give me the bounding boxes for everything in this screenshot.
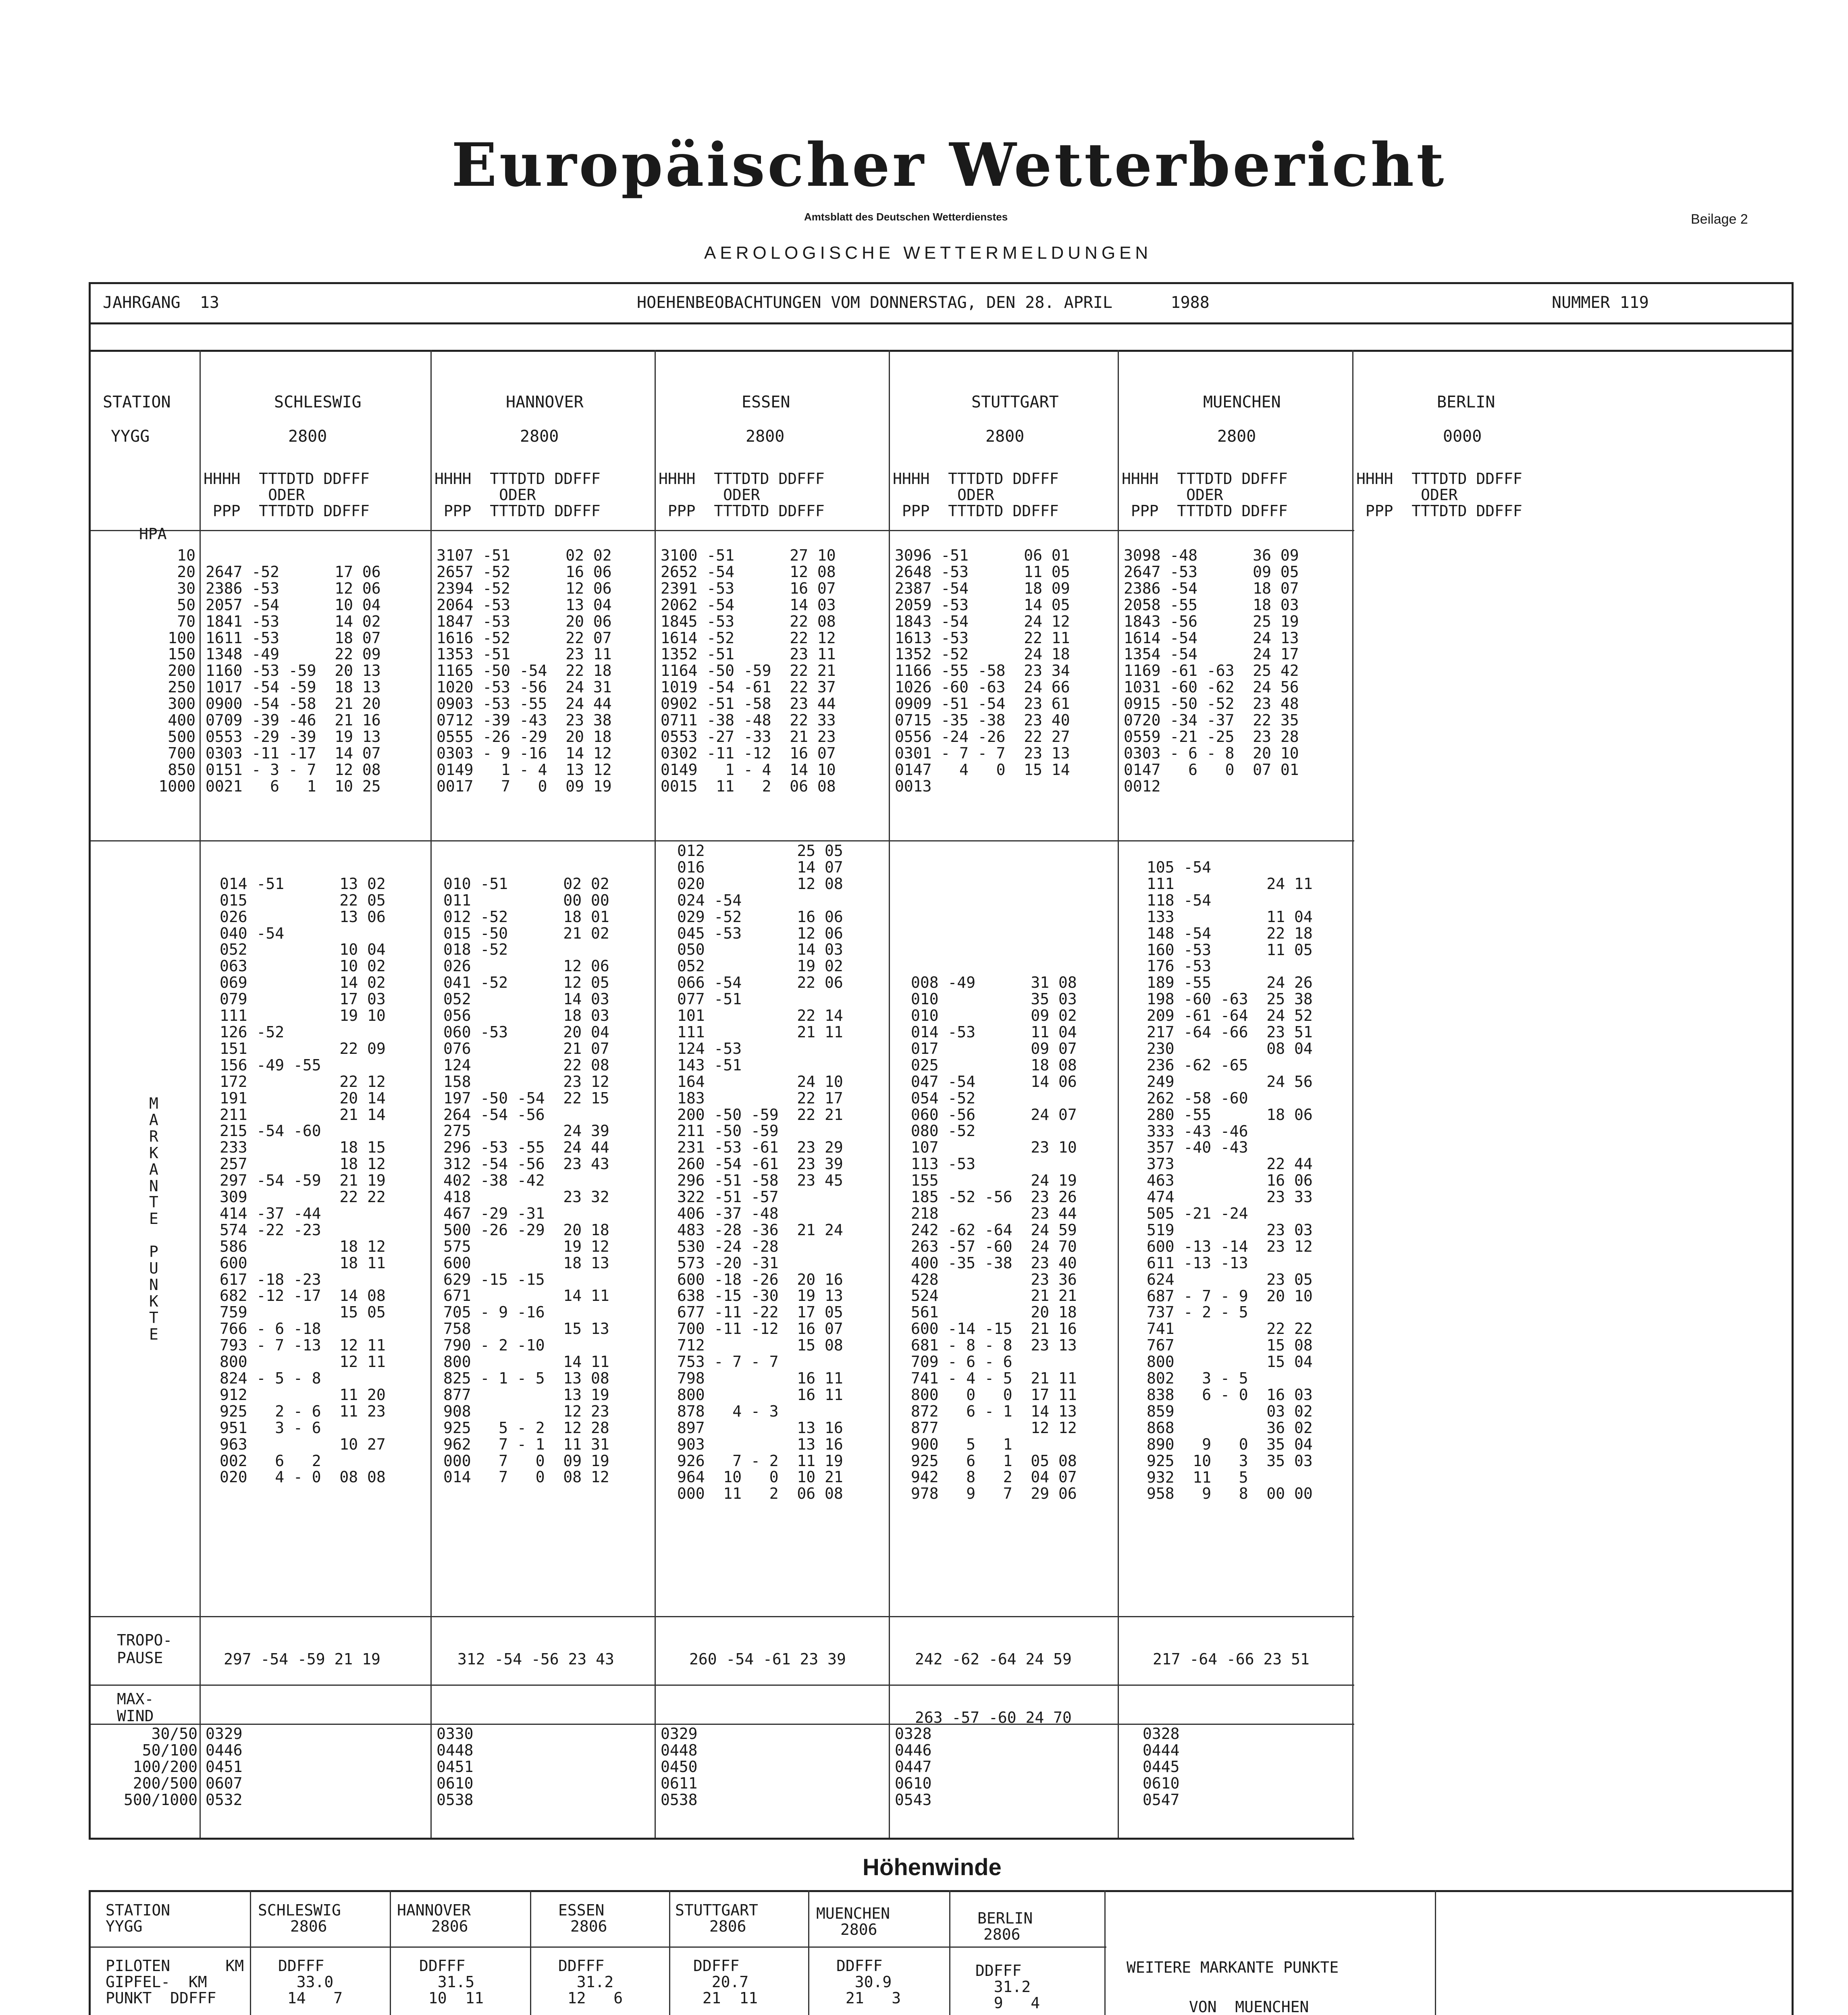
station-yygg: 2800 xyxy=(985,427,1025,446)
column-header: HHHH TTTDTD DDFFF ODER PPP TTTDTD DDFFF xyxy=(434,470,601,520)
hpa-data-stuttgart: 3096 -51 06 01 2648 -53 11 05 2387 -54 18 09 2059 -53 14 05 1843 -54 24 12 1613 -53 22 11 1352 -52 24 18 1166 -55 -58 23 34 1026 -60 -63 24 66 0909 -51 -54 23 61 0715 -35 -38 23 40 0556 -24 -26 22 27 0301 - 7 - 7 23 13 0147 4 0 15 14 0013 xyxy=(895,546,1070,795)
piloten-label: PILOTEN KM GIPFEL- KM PUNKT DDFFF xyxy=(106,1957,244,2007)
layer-hannover: 0330 0448 0451 0610 0538 xyxy=(437,1725,474,1809)
tropopause-hannover: 312 -54 -56 23 43 xyxy=(457,1650,614,1668)
hpa-data-hannover: 3107 -51 02 02 2657 -52 16 06 2394 -52 12 06 2064 -53 13 04 1847 -53 20 06 1616 -52 22 07 1353 -51 23 11 1165 -50 -54 22 18 1020 -53 -56 24 31 0903 -53 -55 24 44 0712 -39 -43 23 38 0555 -26 -29 20 18 0303 - 9 -16 14 12 0149 1 - 4 13 12 0017 7 0 09 19 xyxy=(437,546,612,795)
hoehenwinde-title: Höhenwinde xyxy=(863,1854,1002,1880)
station-yygg: 2806 xyxy=(290,1917,327,1935)
layer-labels: 30/50 50/100 100/200 200/500 500/1000 xyxy=(123,1725,197,1809)
observation-line: HOEHENBEOBACHTUNGEN VOM DONNERSTAG, DEN 28. APRIL 1988 xyxy=(637,293,1210,312)
station-name: SCHLESWIG xyxy=(274,393,362,411)
layer-stuttgart: 0328 0446 0447 0610 0543 xyxy=(895,1725,932,1809)
station-yygg: 2800 xyxy=(1217,427,1256,446)
station-name: MUENCHEN xyxy=(1203,393,1281,411)
layer-schleswig: 0329 0446 0451 0607 0532 xyxy=(206,1725,243,1809)
markante-data-hannover: 010 -51 02 02 011 00 00 012 -52 18 01 015 -50 21 02 018 -52 026 12 06 041 -52 12 05 052 14 03 056 18 03 060 -53 20 04 076 21 07 124 22 08 158 23 12 197 -50 -54 22 15 264 -54 -56 275 24 39 296 -53 -55 24 44 312 -54 -56 23 43 402 -38 -42 418 23 32 467 -29 -31 500 -26 -29 20 18 575 19 12 600 18 13 629 -15 -15 671 14 11 705 - 9 -16 758 15 13 790 - 2 -10 800 14 11 825 - 1 - 5 13 08 877 13 19 908 12 23 925 5 - 2 12 28 962 7 - 1 11 31 000 7 0 09 19 014 7 0 08 12 xyxy=(443,875,609,1486)
station-yygg: 0000 xyxy=(1443,427,1482,446)
station-name: HANNOVER xyxy=(506,393,584,411)
column-header: HHHH TTTDTD DDFFF ODER PPP TTTDTD DDFFF xyxy=(204,470,370,520)
markante-punkte-label: M A R K A N T E P U N K T E xyxy=(149,1095,158,1343)
hpa-data-schleswig: 2647 -52 17 06 2386 -53 12 06 2057 -54 10 04 1841 -53 14 02 1611 -53 18 07 1348 -49 22 09 1160 -53 -59 20 13 1017 -54 -59 18 13 0900 -54 -58 21 20 0709 -39 -46 21 16 0553 -29 -39 19 13 0303 -11 -17 14 07 0151 - 3 - 7 12 08 0021 6 1 10 25 xyxy=(206,563,381,795)
station-name: STUTTGART xyxy=(675,1901,758,1919)
issue-number: NUMMER 119 xyxy=(1552,293,1649,312)
piloten-essen: DDFFF 31.2 12 6 xyxy=(558,1957,623,2007)
tropopause-label: TROPO- PAUSE xyxy=(117,1631,173,1667)
maxwind-label: MAX- WIND xyxy=(117,1690,154,1725)
section-title: AEROLOGISCHE WETTERMELDUNGEN xyxy=(704,243,1152,263)
station-name: BERLIN xyxy=(977,1909,1033,1927)
station-name: STUTTGART xyxy=(971,393,1059,411)
publisher-line: Amtsblatt des Deutschen Wetterdienstes xyxy=(804,211,1008,223)
layer-muenchen: 0328 0444 0445 0610 0547 xyxy=(1143,1725,1180,1809)
tropopause-schleswig: 297 -54 -59 21 19 xyxy=(224,1650,380,1668)
tropopause-essen: 260 -54 -61 23 39 xyxy=(689,1650,846,1668)
piloten-hannover: DDFFF 31.5 10 11 xyxy=(419,1957,484,2007)
hpa-label: HPA xyxy=(139,525,167,543)
maxwind-stuttgart: 263 -57 -60 24 70 xyxy=(915,1709,1072,1726)
column-header: HHHH TTTDTD DDFFF ODER PPP TTTDTD DDFFF xyxy=(893,470,1059,520)
station-name: ESSEN xyxy=(558,1901,605,1919)
hpa-data-essen: 3100 -51 27 10 2652 -54 12 08 2391 -53 16 07 2062 -54 14 03 1845 -53 22 08 1614 -52 22 12 1352 -51 23 11 1164 -50 -59 22 21 1019 -54 -61 22 37 0902 -51 -58 23 44 0711 -38 -48 22 33 0553 -27 -33 21 23 0302 -11 -12 16 07 0149 1 - 4 14 10 0015 11 2 06 08 xyxy=(661,546,836,795)
page-title: Europäischer Wetterbericht xyxy=(451,130,1447,200)
column-header: HHHH TTTDTD DDFFF ODER PPP TTTDTD DDFFF xyxy=(1122,470,1288,520)
hw-station-label: STATION YYGG xyxy=(106,1901,170,1935)
column-header: HHHH TTTDTD DDFFF ODER PPP TTTDTD DDFFF xyxy=(659,470,825,520)
tropopause-stuttgart: 242 -62 -64 24 59 xyxy=(915,1650,1072,1668)
station-name: HANNOVER xyxy=(397,1901,471,1919)
piloten-stuttgart: DDFFF 20.7 21 11 xyxy=(693,1957,758,2007)
station-yygg: 2806 xyxy=(983,1926,1021,1943)
hpa-data-muenchen: 3098 -48 36 09 2647 -53 09 05 2386 -54 18 07 2058 -55 18 03 1843 -56 25 19 1614 -54 24 13 1354 -54 24 17 1169 -61 -63 25 42 1031 -60 -62 24 56 0915 -50 -52 23 48 0720 -34 -37 22 35 0559 -21 -25 23 28 0303 - 6 - 8 20 10 0147 6 0 07 01 0012 xyxy=(1124,546,1299,795)
beilage-label: Beilage 2 xyxy=(1691,212,1748,227)
station-name: SCHLESWIG xyxy=(258,1901,341,1919)
station-yygg: 2800 xyxy=(746,427,785,446)
station-yygg: 2806 xyxy=(840,1921,877,1938)
markante-data-schleswig: 014 -51 13 02 015 22 05 026 13 06 040 -54 052 10 04 063 10 02 069 14 02 079 17 03 111 19 10 126 -52 151 22 09 156 -49 -55 172 22 12 191 20 14 211 21 14 215 -54 -60 233 18 15 257 18 12 297 -54 -59 21 19 309 22 22 414 -37 -44 574 -22 -23 586 18 12 600 18 11 617 -18 -23 682 -12 -17 14 08 759 15 05 766 - 6 -18 793 - 7 -13 12 11 800 12 11 824 - 5 - 8 912 11 20 925 2 - 6 11 23 951 3 - 6 963 10 27 002 6 2 020 4 - 0 08 08 xyxy=(220,875,386,1486)
markante-data-muenchen: 105 -54 111 24 11 118 -54 133 11 04 148 -54 22 18 160 -53 11 05 176 -53 189 -55 24 26 198 -60 -63 25 38 209 -61 -64 24 52 217 -64 -66 23 51 230 08 04 236 -62 -65 249 24 56 262 -58 -60 280 -55 18 06 333 -43 -46 357 -40 -43 373 22 44 463 16 06 474 23 33 505 -21 -24 519 23 03 600 -13 -14 23 12 611 -13 -13 624 23 05 687 - 7 - 9 20 10 737 - 2 - 5 741 22 22 767 15 08 800 15 04 802 3 - 5 838 6 - 0 16 03 859 03 02 868 36 02 890 9 0 35 04 925 10 3 35 03 932 11 5 958 9 8 00 00 xyxy=(1147,858,1313,1503)
station-yygg: 2806 xyxy=(709,1917,746,1935)
hpa-levels: 10 20 30 50 70 100 150 200 250 300 400 500 700 850 1000 xyxy=(158,546,195,795)
piloten-berlin: DDFFF 31.2 9 4 xyxy=(975,1962,1040,2012)
piloten-muenchen: DDFFF 30.9 21 3 xyxy=(836,1957,901,2007)
markante-data-stuttgart: 008 -49 31 08 010 35 03 010 09 02 014 -53 11 04 017 09 07 025 18 08 047 -54 14 06 054 -52 060 -56 24 07 080 -52 107 23 10 113 -53 155 24 19 185 -52 -56 23 26 218 23 44 242 -62 -64 24 59 263 -57 -60 24 70 400 -35 -38 23 40 428 23 36 524 21 21 561 20 18 600 -14 -15 21 16 681 - 8 - 8 23 13 709 - 6 - 6 741 - 4 - 5 21 11 800 0 0 17 11 872 6 - 1 14 13 877 12 12 900 5 1 925 6 1 05 08 942 8 2 04 07 978 9 7 29 06 xyxy=(911,974,1077,1503)
layer-essen: 0329 0448 0450 0611 0538 xyxy=(661,1725,698,1809)
weitere-station: VON MUENCHEN xyxy=(1189,1998,1309,2015)
markante-data-essen: 012 25 05 016 14 07 020 12 08 024 -54 029 -52 16 06 045 -53 12 06 050 14 03 052 19 02 066 -54 22 06 077 -51 101 22 14 111 21 11 124 -53 143 -51 164 24 10 183 22 17 200 -50 -59 22 21 211 -50 -59 231 -53 -61 23 29 260 -54 -61 23 39 296 -51 -58 23 45 322 -51 -57 406 -37 -48 483 -28 -36 21 24 530 -24 -28 573 -20 -31 600 -18 -26 20 16 638 -15 -30 19 13 677 -11 -22 17 05 700 -11 -12 16 07 712 15 08 753 - 7 - 7 798 16 11 800 16 11 878 4 - 3 897 13 16 903 13 16 926 7 - 2 11 19 964 10 0 10 21 000 11 2 06 08 xyxy=(677,842,843,1503)
jahrgang: JAHRGANG 13 xyxy=(103,293,219,312)
station-yygg: 2806 xyxy=(570,1917,607,1935)
tropopause-muenchen: 217 -64 -66 23 51 xyxy=(1153,1650,1310,1668)
station-yygg: 2800 xyxy=(288,427,327,446)
station-yygg: 2800 xyxy=(520,427,559,446)
station-name: MUENCHEN xyxy=(816,1905,890,1922)
station-yygg: 2806 xyxy=(431,1917,468,1935)
station-name: ESSEN xyxy=(742,393,790,411)
weitere-title: WEITERE MARKANTE PUNKTE xyxy=(1127,1959,1339,1976)
yygg-label: YYGG xyxy=(111,427,150,446)
piloten-schleswig: DDFFF 33.0 14 7 xyxy=(278,1957,343,2007)
station-name: BERLIN xyxy=(1437,393,1495,411)
station-label: STATION xyxy=(103,393,171,411)
column-header: HHHH TTTDTD DDFFF ODER PPP TTTDTD DDFFF xyxy=(1356,470,1522,520)
